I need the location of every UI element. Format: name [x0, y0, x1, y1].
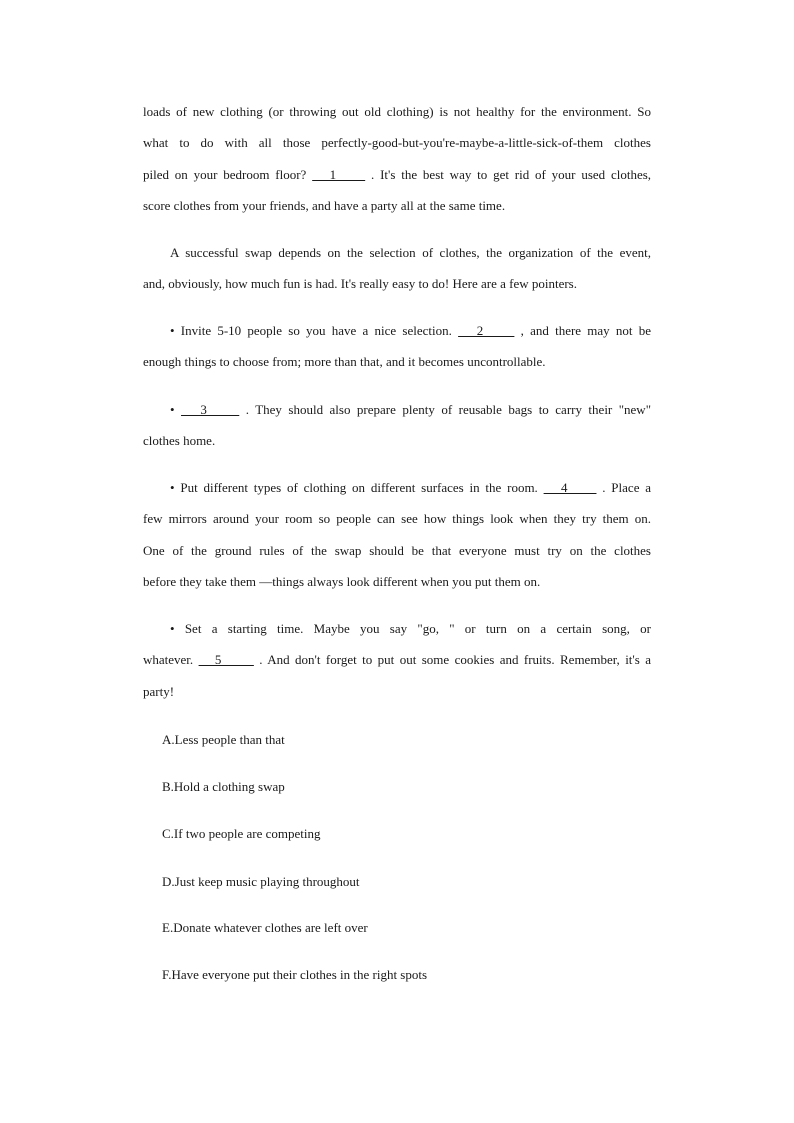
- bullet-2-line-2: clothes home.: [143, 433, 216, 448]
- bullet-3-line-4: before they take them —things always look different when you put them on.: [143, 574, 541, 589]
- answer-blank-2[interactable]: 2: [458, 323, 515, 338]
- bullet-3-line-3: One of the ground rules of the swap should be that everyone must try on the clothes: [143, 543, 651, 558]
- text-segment: . They should also prepare plenty of reusable bags to carry their "new": [245, 402, 651, 417]
- option-e[interactable]: E.Donate whatever clothes are left over: [162, 920, 368, 935]
- bullet-1-line-1: [170, 323, 651, 339]
- answer-blank-5[interactable]: 5: [198, 652, 254, 667]
- text-segment: . And don't forget to put out some cookies and fruits. Remember, it's a: [259, 652, 652, 667]
- answer-blank-4[interactable]: 4: [543, 480, 597, 495]
- paragraph-1-line-4: score clothes from your friends, and have a party all at the same time.: [143, 198, 506, 213]
- bullet-4-line-2: [143, 652, 651, 668]
- option-d[interactable]: D.Just keep music playing throughout: [162, 874, 360, 889]
- paragraph-1-line-3: [143, 167, 651, 183]
- paragraph-1-line-1: loads of new clothing (or throwing out old clothing) is not healthy for the environment. So: [143, 104, 651, 119]
- paragraph-2-line-2: and, obviously, how much fun is had. It's really easy to do! Here are a few pointers.: [143, 276, 577, 291]
- answer-blank-1[interactable]: 1: [312, 167, 366, 182]
- bullet-2-line-1: [170, 402, 651, 418]
- option-b[interactable]: B.Hold a clothing swap: [162, 779, 285, 794]
- text-segment: whatever.: [143, 652, 194, 667]
- text-segment: piled on your bedroom floor?: [143, 167, 307, 182]
- text-segment: • Invite 5-10 people so you have a nice selection.: [170, 323, 452, 338]
- text-segment: , and there may not be: [520, 323, 652, 338]
- bullet-4-line-1: • Set a starting time. Maybe you say "go, " or turn on a certain song, or: [170, 621, 651, 636]
- answer-blank-3[interactable]: 3: [181, 402, 240, 417]
- text-segment: . Place a: [602, 480, 652, 495]
- paragraph-1-line-2: what to do with all those perfectly-good-but-you're-maybe-a-little-sick-of-them clothes: [143, 135, 651, 150]
- bullet-3-line-2: few mirrors around your room so people can see how things look when they try them on.: [143, 511, 651, 526]
- bullet-1-line-2: enough things to choose from; more than that, and it becomes uncontrollable.: [143, 354, 546, 369]
- option-f[interactable]: F.Have everyone put their clothes in the right spots: [162, 967, 428, 982]
- bullet-marker: •: [170, 402, 175, 417]
- bullet-3-line-1: [170, 480, 651, 496]
- option-a[interactable]: A.Less people than that: [162, 732, 285, 747]
- option-c[interactable]: C.If two people are competing: [162, 826, 321, 841]
- text-segment: • Put different types of clothing on different surfaces in the room.: [170, 480, 538, 495]
- text-segment: . It's the best way to get rid of your used clothes,: [371, 167, 652, 182]
- bullet-4-line-3: party!: [143, 684, 175, 699]
- paragraph-2-line-1: A successful swap depends on the selection of clothes, the organization of the event,: [170, 245, 651, 260]
